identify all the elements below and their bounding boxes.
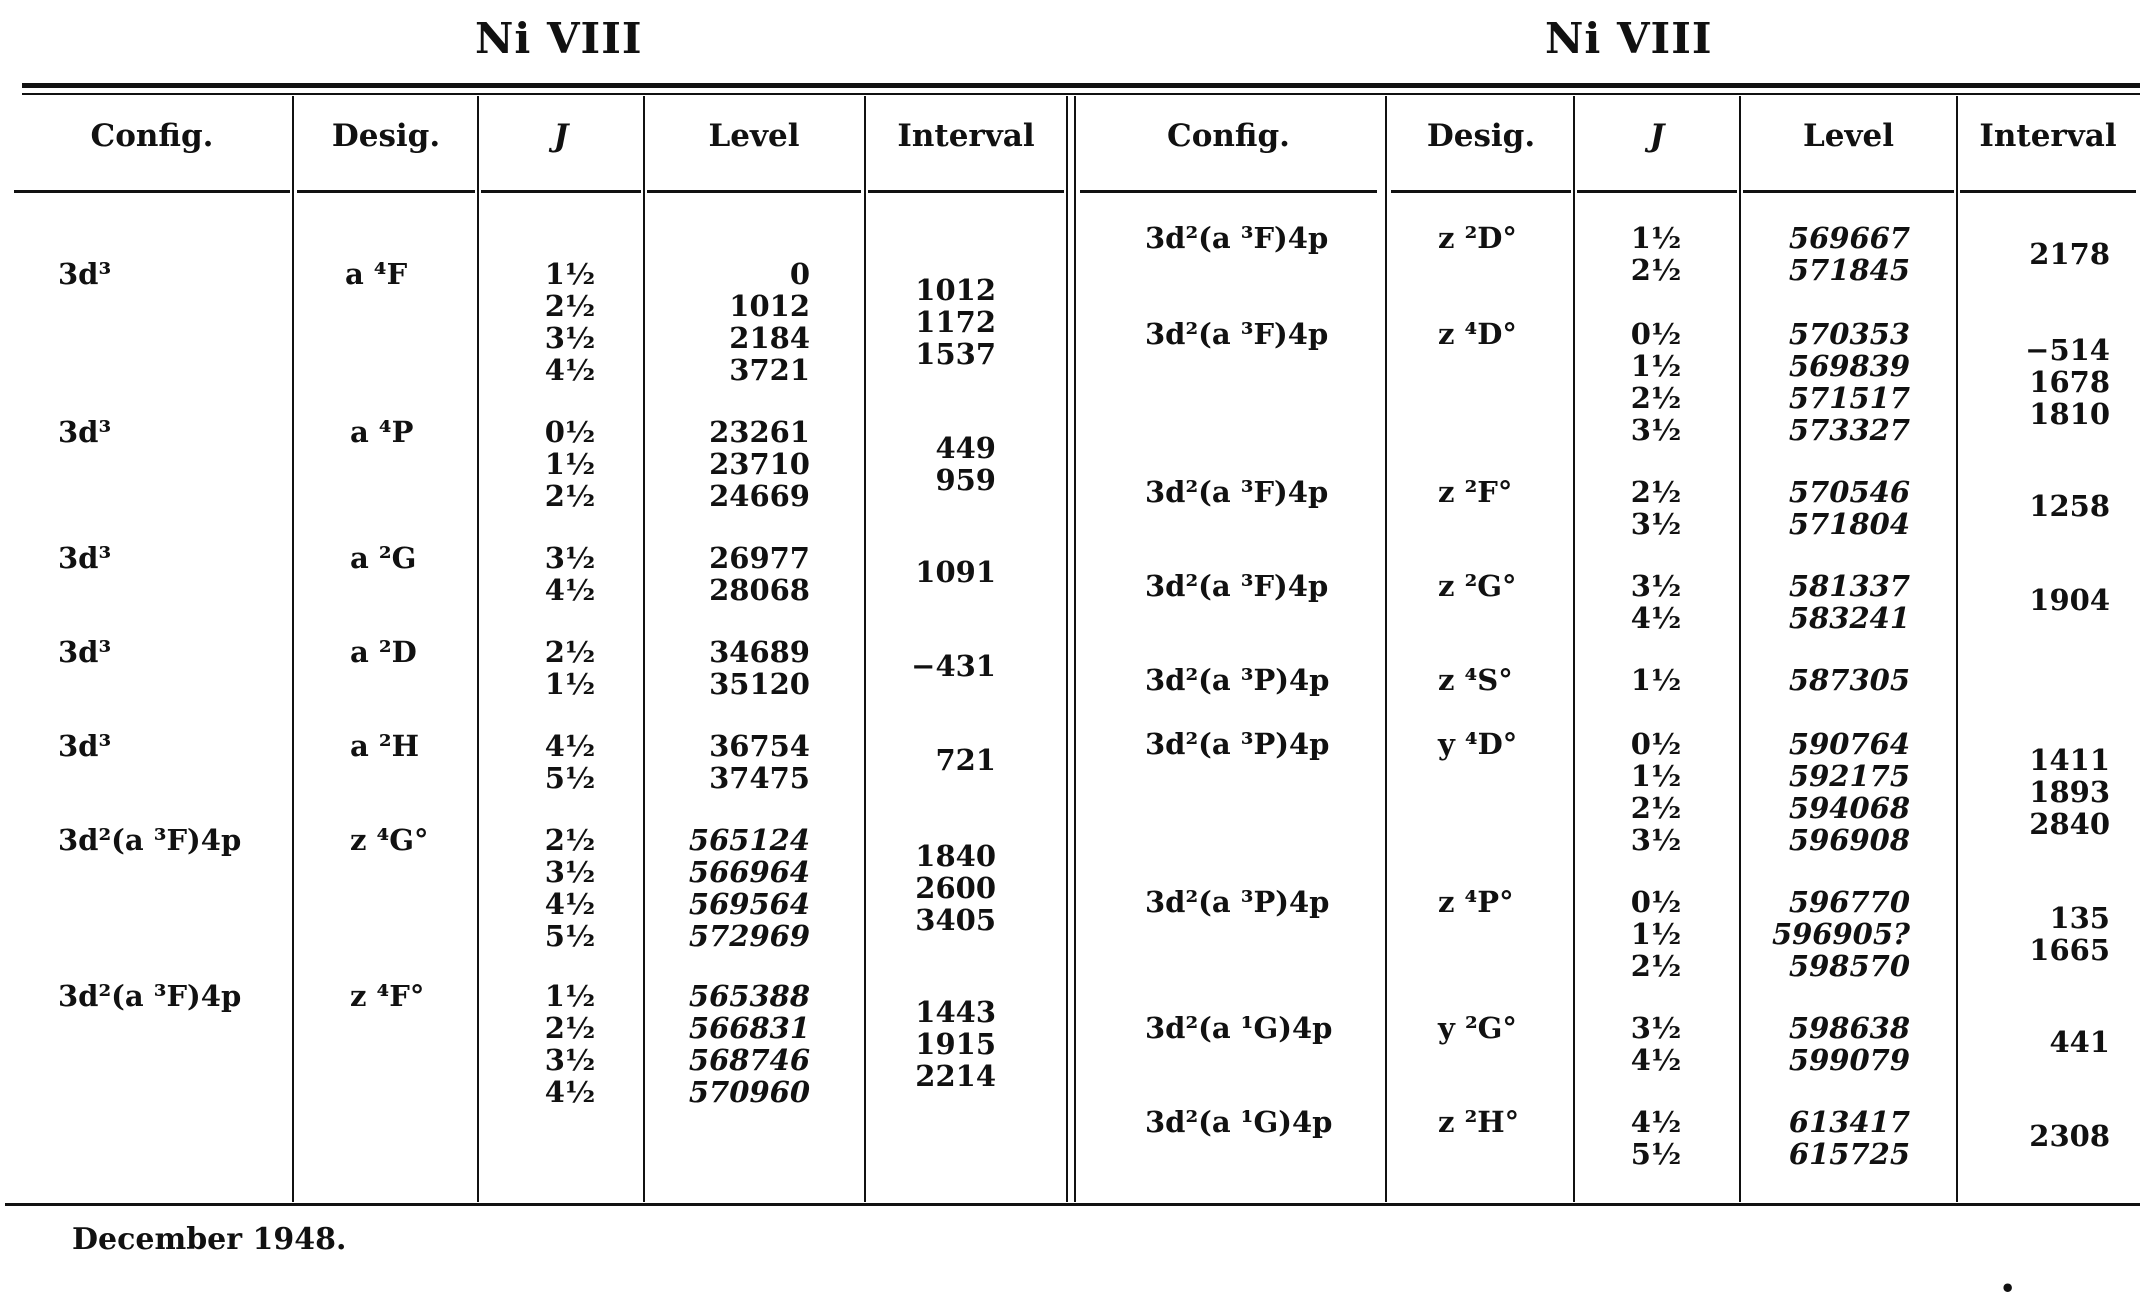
header-config-left: Config. bbox=[90, 118, 214, 154]
left-row-6-config: 3d²(a ³F)4p bbox=[58, 979, 242, 1013]
right-row-2-j: 2½ 3½ bbox=[1630, 475, 1682, 541]
table-title-left: Ni VIII bbox=[475, 14, 643, 63]
table-title-right: Ni VIII bbox=[1545, 14, 1713, 63]
left-row-3-config: 3d³ bbox=[58, 635, 112, 669]
column-rule bbox=[1739, 96, 1741, 1202]
left-row-5-j: 2½ 3½ 4½ 5½ bbox=[544, 823, 596, 953]
right-row-1-level: 570353 569839 571517 573327 bbox=[1788, 317, 1910, 447]
left-row-2-interval: 1091 bbox=[915, 555, 996, 589]
left-row-4-desig: a ²H bbox=[350, 729, 419, 763]
right-row-6-level: 596770 596905? 598570 bbox=[1771, 885, 1910, 983]
right-row-5-level: 590764 592175 594068 596908 bbox=[1788, 727, 1910, 857]
top-rule-thick bbox=[22, 83, 2140, 88]
header-underline bbox=[647, 190, 861, 193]
right-row-6-j: 0½ 1½ 2½ bbox=[1630, 885, 1682, 983]
header-underline bbox=[1743, 190, 1954, 193]
header-underline bbox=[1577, 190, 1737, 193]
header-underline bbox=[481, 190, 641, 193]
column-rule bbox=[643, 96, 645, 1202]
left-row-6-j: 1½ 2½ 3½ 4½ bbox=[544, 979, 596, 1109]
right-row-7-config: 3d²(a ¹G)4p bbox=[1145, 1011, 1333, 1045]
right-row-5-config: 3d²(a ³P)4p bbox=[1145, 727, 1330, 761]
right-row-2-config: 3d²(a ³F)4p bbox=[1145, 475, 1329, 509]
header-desig-left: Desig. bbox=[331, 118, 441, 154]
column-rule bbox=[477, 96, 479, 1202]
column-rule bbox=[292, 96, 294, 1202]
left-row-4-j: 4½ 5½ bbox=[544, 729, 596, 795]
footer-date: December 1948. bbox=[72, 1222, 347, 1257]
top-rule-thin bbox=[22, 93, 2140, 95]
left-row-3-interval: −431 bbox=[911, 649, 996, 683]
header-desig-right: Desig. bbox=[1426, 118, 1536, 154]
right-row-8-j: 4½ 5½ bbox=[1630, 1105, 1682, 1171]
left-row-1-config: 3d³ bbox=[58, 415, 112, 449]
right-row-3-config: 3d²(a ³F)4p bbox=[1145, 569, 1329, 603]
left-row-4-level: 36754 37475 bbox=[709, 729, 810, 795]
left-row-1-j: 0½ 1½ 2½ bbox=[544, 415, 596, 513]
right-row-1-config: 3d²(a ³F)4p bbox=[1145, 317, 1329, 351]
right-row-6-interval: 135 1665 bbox=[2029, 901, 2110, 967]
column-rule bbox=[1385, 96, 1387, 1202]
right-row-2-level: 570546 571804 bbox=[1788, 475, 1910, 541]
right-row-3-desig: z ²G° bbox=[1438, 569, 1517, 603]
right-row-7-interval: 441 bbox=[2049, 1025, 2110, 1059]
left-row-6-interval: 1443 1915 2214 bbox=[915, 995, 996, 1093]
left-row-0-config: 3d³ bbox=[58, 257, 112, 291]
left-row-5-config: 3d²(a ³F)4p bbox=[58, 823, 242, 857]
right-row-4-desig: z ⁴S° bbox=[1438, 663, 1513, 697]
left-row-0-desig: a ⁴F bbox=[345, 257, 408, 291]
header-j-left: J bbox=[553, 118, 569, 154]
right-row-4-j: 1½ bbox=[1630, 663, 1682, 697]
left-row-4-interval: 721 bbox=[935, 743, 996, 777]
left-row-6-desig: z ⁴F° bbox=[350, 979, 425, 1013]
right-row-5-j: 0½ 1½ 2½ 3½ bbox=[1630, 727, 1682, 857]
right-row-2-desig: z ²F° bbox=[1438, 475, 1513, 509]
panel-divider bbox=[1066, 96, 1068, 1202]
header-j-right: J bbox=[1649, 118, 1665, 154]
header-underline bbox=[1391, 190, 1571, 193]
right-row-0-config: 3d²(a ³F)4p bbox=[1145, 221, 1329, 255]
ink-blot-icon: • bbox=[2000, 1274, 2016, 1303]
right-row-2-interval: 1258 bbox=[2029, 489, 2110, 523]
right-row-4-level: 587305 bbox=[1788, 663, 1910, 697]
right-row-4-config: 3d²(a ³P)4p bbox=[1145, 663, 1330, 697]
right-row-3-j: 3½ 4½ bbox=[1630, 569, 1682, 635]
left-row-5-interval: 1840 2600 3405 bbox=[915, 839, 996, 937]
header-interval-right: Interval bbox=[1979, 118, 2117, 154]
right-row-7-desig: y ²G° bbox=[1438, 1011, 1517, 1045]
column-rule bbox=[1956, 96, 1958, 1202]
left-row-5-desig: z ⁴G° bbox=[350, 823, 429, 857]
left-row-2-desig: a ²G bbox=[350, 541, 417, 575]
bottom-rule bbox=[5, 1203, 2140, 1206]
right-row-6-desig: z ⁴P° bbox=[1438, 885, 1514, 919]
left-row-3-level: 34689 35120 bbox=[709, 635, 810, 701]
header-underline bbox=[1080, 190, 1377, 193]
left-row-1-interval: 449 959 bbox=[935, 431, 996, 497]
header-level-right: Level bbox=[1802, 118, 1895, 154]
left-row-6-level: 565388 566831 568746 570960 bbox=[688, 979, 810, 1109]
right-row-0-j: 1½ 2½ bbox=[1630, 221, 1682, 287]
right-row-7-level: 598638 599079 bbox=[1788, 1011, 1910, 1077]
left-row-3-desig: a ²D bbox=[350, 635, 417, 669]
right-row-8-interval: 2308 bbox=[2029, 1119, 2110, 1153]
left-row-0-j: 1½ 2½ 3½ 4½ bbox=[544, 257, 596, 387]
right-row-8-desig: z ²H° bbox=[1438, 1105, 1520, 1139]
header-interval-left: Interval bbox=[897, 118, 1035, 154]
right-row-6-config: 3d²(a ³P)4p bbox=[1145, 885, 1330, 919]
right-row-8-level: 613417 615725 bbox=[1788, 1105, 1910, 1171]
right-row-8-config: 3d²(a ¹G)4p bbox=[1145, 1105, 1333, 1139]
panel-divider bbox=[1074, 96, 1076, 1202]
left-row-4-config: 3d³ bbox=[58, 729, 112, 763]
right-row-3-level: 581337 583241 bbox=[1788, 569, 1910, 635]
left-row-2-level: 26977 28068 bbox=[709, 541, 810, 607]
left-row-3-j: 2½ 1½ bbox=[544, 635, 596, 701]
right-row-0-level: 569667 571845 bbox=[1788, 221, 1910, 287]
header-underline bbox=[1960, 190, 2136, 193]
left-row-2-config: 3d³ bbox=[58, 541, 112, 575]
left-row-0-level: 0 1012 2184 3721 bbox=[729, 257, 810, 387]
header-underline bbox=[14, 190, 290, 193]
right-row-0-desig: z ²D° bbox=[1438, 221, 1517, 255]
right-row-0-interval: 2178 bbox=[2029, 237, 2110, 271]
left-row-0-interval: 1012 1172 1537 bbox=[915, 273, 996, 371]
right-row-1-j: 0½ 1½ 2½ 3½ bbox=[1630, 317, 1682, 447]
left-row-1-desig: a ⁴P bbox=[350, 415, 414, 449]
header-config-right: Config. bbox=[1167, 118, 1290, 154]
right-row-5-desig: y ⁴D° bbox=[1438, 727, 1518, 761]
left-row-5-level: 565124 566964 569564 572969 bbox=[688, 823, 810, 953]
column-rule bbox=[1573, 96, 1575, 1202]
right-row-5-interval: 1411 1893 2840 bbox=[2029, 743, 2110, 841]
left-row-2-j: 3½ 4½ bbox=[544, 541, 596, 607]
right-row-1-interval: −514 1678 1810 bbox=[2025, 333, 2110, 431]
right-row-3-interval: 1904 bbox=[2029, 583, 2110, 617]
header-level-left: Level bbox=[708, 118, 800, 154]
header-underline bbox=[297, 190, 475, 193]
left-row-1-level: 23261 23710 24669 bbox=[709, 415, 810, 513]
right-row-7-j: 3½ 4½ bbox=[1630, 1011, 1682, 1077]
header-underline bbox=[868, 190, 1064, 193]
right-row-1-desig: z ⁴D° bbox=[1438, 317, 1517, 351]
